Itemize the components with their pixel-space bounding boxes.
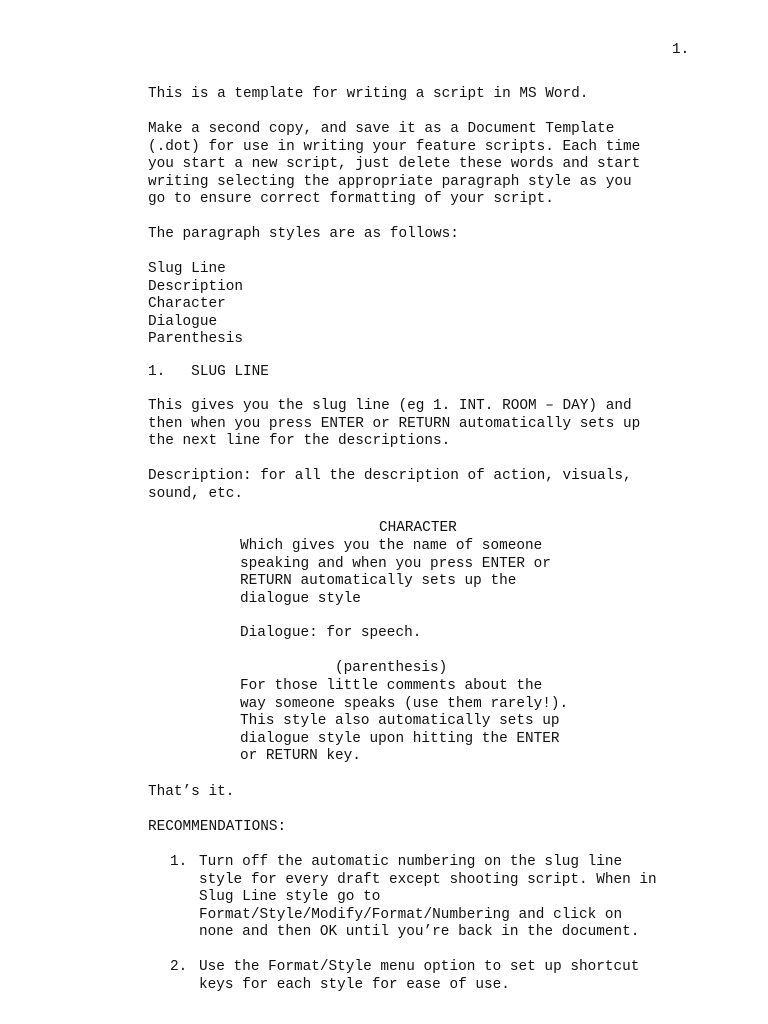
dialogue-line: Dialogue: for speech. xyxy=(240,625,422,641)
recommendation-number: 2. xyxy=(170,959,188,975)
character-paragraph-line: dialogue style xyxy=(240,590,361,607)
recommendation-line: style for every draft except shooting script. When in xyxy=(199,871,657,888)
copy-paragraph-line: (.dot) for use in writing your feature scripts. Each time xyxy=(148,138,641,155)
recommendation-line: Use the Format/Style menu option to set up shortcut xyxy=(199,959,640,975)
styles-list-item: Character xyxy=(148,296,226,312)
page-number: 1. xyxy=(672,42,690,58)
description-line: sound, etc. xyxy=(148,485,243,502)
character-heading: CHARACTER xyxy=(379,520,457,536)
slug-line-heading: 1. SLUG LINE xyxy=(148,364,269,380)
recommendation-line: Turn off the automatic numbering on the slug line xyxy=(199,854,623,870)
styles-list-item: Dialogue xyxy=(148,313,218,330)
recommendations-heading: RECOMMENDATIONS: xyxy=(148,819,287,835)
styles-list-item: Parenthesis xyxy=(148,331,243,347)
character-paragraph-line: speaking and when you press ENTER or xyxy=(240,555,551,572)
copy-paragraph-line: Make a second copy, and save it as a Document Template xyxy=(148,121,615,137)
parenthesis-paragraph-line: For those little comments about the xyxy=(240,678,543,694)
copy-paragraph-line: you start a new script, just delete these words and start xyxy=(148,156,641,172)
recommendation-line: Slug Line style go to xyxy=(199,889,381,905)
slug-paragraph-line: the next line for the descriptions. xyxy=(148,433,451,449)
parenthesis-paragraph-line: or RETURN key. xyxy=(240,748,361,764)
description-line: Description: for all the description of action, visuals, xyxy=(148,468,632,484)
parenthesis-paragraph-line: dialogue style upon hitting the ENTER xyxy=(240,730,560,747)
copy-paragraph-line: writing selecting the appropriate paragraph style as you xyxy=(148,173,632,190)
recommendation-line: Format/Style/Modify/Format/Numbering and click on xyxy=(199,906,623,923)
intro-text: This is a template for writing a script in MS Word. xyxy=(148,86,589,102)
parenthesis-heading: (parenthesis) xyxy=(335,660,448,676)
parenthesis-paragraph-line: way someone speaks (use them rarely!). xyxy=(240,695,569,712)
slug-paragraph-line: then when you press ENTER or RETURN automatically sets up xyxy=(148,415,641,432)
recommendation-line: none and then OK until you’re back in the document. xyxy=(199,924,640,940)
recommendation-line: keys for each style for ease of use. xyxy=(199,976,510,993)
parenthesis-paragraph-line: This style also automatically sets up xyxy=(240,713,560,729)
recommendation-number: 1. xyxy=(170,854,188,870)
styles-list-item: Description xyxy=(148,278,243,295)
character-paragraph-line: RETURN automatically sets up the xyxy=(240,573,517,589)
copy-paragraph-line: go to ensure correct formatting of your script. xyxy=(148,191,554,207)
character-paragraph-line: Which gives you the name of someone xyxy=(240,538,543,554)
thats-it-line: That’s it. xyxy=(148,784,235,800)
styles-intro: The paragraph styles are as follows: xyxy=(148,226,459,242)
slug-paragraph-line: This gives you the slug line (eg 1. INT. ROOM – DAY) and xyxy=(148,398,632,414)
styles-list-item: Slug Line xyxy=(148,261,226,277)
